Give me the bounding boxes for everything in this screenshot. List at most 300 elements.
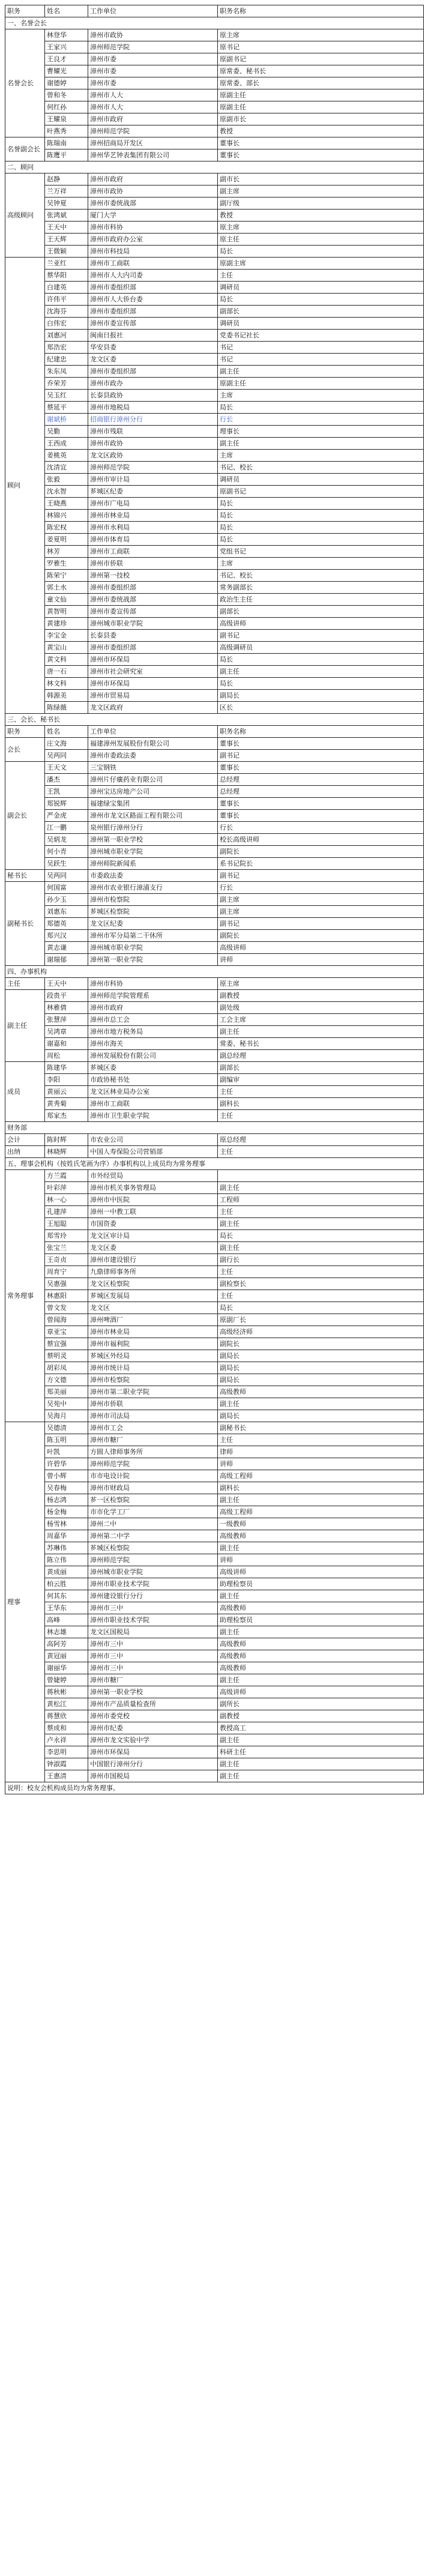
name-cell: 苏琳伟 [45, 1542, 88, 1554]
title-cell: 主任 [218, 1086, 424, 1098]
table-row [5, 1038, 424, 1050]
table-row [5, 822, 424, 834]
name-cell: 郑浩宏 [45, 342, 88, 354]
title-cell: 副主任 [218, 1770, 424, 1782]
unit-cell: 福建漳州发展股份有限公司 [88, 738, 218, 750]
unit-cell: 漳州市三中 [88, 1650, 218, 1662]
unit-cell: 漳州市产品质量检查所 [88, 1698, 218, 1710]
title-cell: 总经理 [218, 786, 424, 798]
table-row [5, 1626, 424, 1638]
table-row [5, 1338, 424, 1350]
unit-cell: 漳州市政协 [88, 186, 218, 198]
table-row [5, 1590, 424, 1602]
title-cell: 高级教师 [218, 1530, 424, 1542]
name-cell: 潘杰 [45, 774, 88, 786]
title-cell: 原主席 [218, 978, 424, 990]
unit-cell: 漳州市地方税务局 [88, 1026, 218, 1038]
name-cell: 王天辉 [45, 234, 88, 246]
table-row [5, 53, 424, 65]
name-cell: 李阳 [45, 1074, 88, 1086]
name-cell: 王天中 [45, 222, 88, 234]
title-cell: 主任 [218, 1146, 424, 1158]
unit-cell: 漳州师范学院 [88, 1554, 218, 1566]
unit-cell: 漳州市三中 [88, 1638, 218, 1650]
title-cell: 主任 [218, 1434, 424, 1446]
name-cell: 吴炳龙 [45, 834, 88, 846]
table-row [5, 426, 424, 438]
title-cell: 副行长 [218, 1254, 424, 1266]
unit-cell: 漳州市三中 [88, 1662, 218, 1674]
title-cell: 律师 [218, 1446, 424, 1458]
title-cell: 局长 [218, 498, 424, 510]
table-row [5, 1494, 424, 1506]
table-row [5, 366, 424, 378]
table-row [5, 918, 424, 930]
name-cell: 林惠阳 [45, 1290, 88, 1302]
title-cell: 董事长 [218, 149, 424, 161]
unit-cell: 漳州城市职业学院 [88, 618, 218, 630]
table-row [5, 1002, 424, 1014]
name-cell: 郑锐辉 [45, 798, 88, 810]
unit-cell: 漳州市社会研究室 [88, 666, 218, 678]
table-row [5, 1686, 424, 1698]
unit-cell: 漳州市龙文实验中学 [88, 1734, 218, 1746]
table-row [5, 1554, 424, 1566]
unit-cell: 漳州第一职业学校 [88, 834, 218, 846]
unit-cell: 漳州市工商联 [88, 546, 218, 558]
unit-cell: 长泰县政协 [88, 390, 218, 402]
title-cell: 副主任 [218, 1542, 424, 1554]
title-cell: 讲师 [218, 954, 424, 966]
title-cell: 副市长 [218, 173, 424, 186]
name-cell: 李思明 [45, 1746, 88, 1758]
table-row [5, 1110, 424, 1122]
title-cell: 书记 [218, 354, 424, 366]
table-row [5, 1182, 424, 1194]
unit-cell: 漳州市财政局 [88, 1482, 218, 1494]
unit-cell: 漳州师范学院 [88, 462, 218, 474]
name-cell: 庄文海 [45, 738, 88, 750]
title-cell: 区长 [218, 702, 424, 714]
table-row [5, 1446, 424, 1458]
unit-cell: 漳州发展股份有限公司 [88, 1050, 218, 1062]
unit-cell: 漳州市检察院 [88, 1374, 218, 1386]
name-cell: 张宝兰 [45, 1242, 88, 1254]
title-cell: 副厅级 [218, 198, 424, 210]
name-cell: 何小青 [45, 846, 88, 858]
table-row [5, 882, 424, 894]
table-row [5, 858, 424, 870]
table-row [5, 378, 424, 390]
table-row [5, 1098, 424, 1110]
title-cell: 调研员 [218, 282, 424, 294]
unit-cell: 漳州市建设银行 [88, 1254, 218, 1266]
name-cell: 林锦兴 [45, 510, 88, 522]
table-row [5, 390, 424, 402]
name-cell: 郑雪玲 [45, 1230, 88, 1242]
table-row [5, 149, 424, 161]
name-cell: 郑德英 [45, 918, 88, 930]
title-cell: 教授 [218, 125, 424, 137]
role-cell: 副秘书长 [5, 882, 45, 966]
unit-cell: 漳州市残联 [88, 426, 218, 438]
unit-cell: 华安县委 [88, 342, 218, 354]
name-cell: 吴海月 [45, 1410, 88, 1422]
title-cell: 原常委、秘书长 [218, 65, 424, 77]
section-title: 三、会长、秘书长 [5, 714, 424, 726]
table-row [5, 702, 424, 714]
title-cell: 高级讲师 [218, 618, 424, 630]
name-cell: 林文科 [45, 678, 88, 690]
title-cell: 常务副部长 [218, 582, 424, 594]
name-cell: 柏云胜 [45, 1578, 88, 1590]
name-cell: 王天中 [45, 978, 88, 990]
table-row [5, 570, 424, 582]
name-cell: 许碧华 [45, 1458, 88, 1470]
unit-cell: 中国银行漳州分行 [88, 1758, 218, 1770]
title-cell: 副主席 [218, 906, 424, 918]
table-row [5, 498, 424, 510]
unit-cell: 漳州啤酒厂 [88, 1314, 218, 1326]
title-cell: 局长 [218, 1230, 424, 1242]
title-cell: 高级教师 [218, 1386, 424, 1398]
roster-table [5, 5, 424, 1794]
title-cell: 副主任 [218, 1218, 424, 1230]
title-cell: 局长 [218, 534, 424, 546]
title-cell: 副教授 [218, 990, 424, 1002]
table-row [5, 1770, 424, 1782]
table-row [5, 1650, 424, 1662]
name-cell: 林芳 [45, 546, 88, 558]
role-cell: 高级顾问 [5, 173, 45, 258]
unit-cell: 漳州市科协 [88, 978, 218, 990]
table-row [5, 1086, 424, 1098]
name-cell: 黄智明 [45, 606, 88, 618]
role-cell: 常务理事 [5, 1170, 45, 1422]
title-cell: 校长高级讲师 [218, 834, 424, 846]
name-cell: 姜夏明 [45, 534, 88, 546]
table-row [5, 1698, 424, 1710]
subheader-unit: 工作单位 [88, 726, 218, 738]
name-cell: 孙少玉 [45, 894, 88, 906]
title-cell: 原副书记 [218, 486, 424, 498]
name-cell: 张鸿斌 [45, 210, 88, 222]
table-row [5, 678, 424, 690]
table-row [5, 1146, 424, 1158]
role-cell: 名誉会长 [5, 29, 45, 137]
title-cell: 教授高工 [218, 1722, 424, 1734]
name-cell: 沈海芬 [45, 306, 88, 318]
title-cell: 原常委、部长 [218, 77, 424, 89]
table-row [5, 1170, 424, 1182]
unit-cell: 漳州市林业局 [88, 510, 218, 522]
unit-cell: 漳州二中 [88, 1518, 218, 1530]
section-row [5, 1122, 424, 1134]
unit-cell: 漳州市职业技术学院 [88, 1578, 218, 1590]
name-cell: 许伟平 [45, 294, 88, 306]
name-cell: 童文仙 [45, 594, 88, 606]
table-row [5, 1578, 424, 1590]
name-cell: 吴钟夏 [45, 198, 88, 210]
unit-cell: 漳州第一技校 [88, 570, 218, 582]
unit-cell: 漳州市机关事务管理局 [88, 1182, 218, 1194]
table-row [5, 954, 424, 966]
name-cell: 孔建萍 [45, 1206, 88, 1218]
table-row [5, 774, 424, 786]
title-cell: 高级讲师 [218, 1566, 424, 1578]
title-cell: 副书记 [218, 630, 424, 642]
subheader-title: 职务名称 [218, 726, 424, 738]
unit-cell: 漳州宝达房地产公司 [88, 786, 218, 798]
unit-cell: 漳州市军分局第二干休所 [88, 930, 218, 942]
name-cell: 黄秀菊 [45, 1098, 88, 1110]
title-cell: 调研员 [218, 318, 424, 330]
table-row [5, 1506, 424, 1518]
unit-cell: 闽南日报社 [88, 330, 218, 342]
title-cell: 高级讲师 [218, 1686, 424, 1698]
name-cell: 沈永智 [45, 486, 88, 498]
title-cell: 副院长 [218, 1338, 424, 1350]
table-row [5, 1374, 424, 1386]
unit-cell: 漳州市政府 [88, 173, 218, 186]
role-cell: 出纳 [5, 1146, 45, 1158]
name-cell: 蒋秋彬 [45, 1686, 88, 1698]
title-cell: 高级教师 [218, 1650, 424, 1662]
name-cell: 王微颖 [45, 246, 88, 258]
table-row [5, 137, 424, 149]
unit-cell: 漳州市审计局 [88, 474, 218, 486]
name-cell: 谢嘉和 [45, 1038, 88, 1050]
unit-cell: 漳州市委组织部 [88, 282, 218, 294]
header-unit: 工作单位 [88, 5, 218, 17]
unit-cell: 漳州市环保局 [88, 678, 218, 690]
title-cell: 主任 [218, 1110, 424, 1122]
subheader-row [5, 726, 424, 738]
unit-cell: 漳州市卫生职业学院 [88, 1110, 218, 1122]
table-row [5, 1278, 424, 1290]
subheader-role: 职务 [5, 726, 45, 738]
table-row [5, 462, 424, 474]
table-row [5, 1134, 424, 1146]
name-cell: 方兰霞 [45, 1170, 88, 1182]
title-cell: 副所长 [218, 1698, 424, 1710]
title-cell: 教授 [218, 210, 424, 222]
unit-cell: 漳州一中教工联 [88, 1206, 218, 1218]
name-cell: 吴鸿章 [45, 1026, 88, 1038]
unit-cell: 漳州市委统战部 [88, 198, 218, 210]
unit-cell: 漳州市委组织部 [88, 366, 218, 378]
unit-cell: 芗城区发展局 [88, 1290, 218, 1302]
unit-cell: 漳州市工商联 [88, 258, 218, 270]
table-row [5, 402, 424, 414]
title-cell: 副主任 [218, 1590, 424, 1602]
title-cell: 副局长 [218, 1362, 424, 1374]
name-cell: 黄冠丽 [45, 1650, 88, 1662]
section-title: 五、理事会机构（按姓氏笔画为序）办事机构以上成员均为常务理事 [5, 1158, 424, 1170]
table-row [5, 234, 424, 246]
title-cell: 原主席 [218, 29, 424, 41]
title-cell: 副院长 [218, 846, 424, 858]
table-row [5, 1602, 424, 1614]
title-cell: 局长 [218, 522, 424, 534]
name-cell: 吴惠强 [45, 1278, 88, 1290]
name-cell: 周嘉华 [45, 1530, 88, 1542]
table-row [5, 1242, 424, 1254]
table-row [5, 486, 424, 498]
unit-cell: 漳州市龙文区路面工程有限公司 [88, 810, 218, 822]
unit-cell: 漳州市人大侨台委 [88, 294, 218, 306]
table-row [5, 342, 424, 354]
table-row [5, 41, 424, 53]
name-cell: 谢斌桥 [45, 414, 88, 426]
name-cell: 黄建珍 [45, 618, 88, 630]
name-cell: 曾小辉 [45, 1470, 88, 1482]
unit-cell: 芗一区检察院 [88, 1494, 218, 1506]
unit-cell: 漳州城市职业学院 [88, 1566, 218, 1578]
table-row [5, 558, 424, 570]
title-cell: 副主任 [218, 1626, 424, 1638]
table-row [5, 354, 424, 366]
table-row [5, 630, 424, 642]
title-cell: 副主任 [218, 438, 424, 450]
name-cell: 林登华 [45, 29, 88, 41]
table-row [5, 906, 424, 918]
unit-cell: 龙文区 [88, 1302, 218, 1314]
title-cell: 董事长 [218, 810, 424, 822]
name-cell: 王晓燕 [45, 498, 88, 510]
name-cell: 叶凯 [45, 1446, 88, 1458]
title-cell: 原副市长 [218, 113, 424, 125]
unit-cell: 漳州市政协 [88, 438, 218, 450]
unit-cell: 芗城区检察院 [88, 906, 218, 918]
name-cell: 何红孙 [45, 101, 88, 113]
unit-cell: 漳州市水利局 [88, 522, 218, 534]
table-row [5, 1302, 424, 1314]
table-row [5, 1734, 424, 1746]
name-cell: 郑兴汉 [45, 930, 88, 942]
title-cell: 副主席 [218, 894, 424, 906]
unit-cell: 中国人寿保险公司营销部 [88, 1146, 218, 1158]
unit-cell: 漳州师范学院 [88, 41, 218, 53]
table-row [5, 330, 424, 342]
unit-cell: 漳州市委 [88, 53, 218, 65]
name-cell: 周育宁 [45, 1266, 88, 1278]
unit-cell: 漳州城市职业学院 [88, 846, 218, 858]
title-cell: 主任 [218, 270, 424, 282]
title-cell: 副主任 [218, 1758, 424, 1770]
table-row [5, 101, 424, 113]
name-cell: 蔡明灵 [45, 1350, 88, 1362]
name-cell: 张毅 [45, 474, 88, 486]
table-row [5, 414, 424, 426]
name-cell: 罗雅生 [45, 558, 88, 570]
unit-cell: 漳州市国税局 [88, 1770, 218, 1782]
unit-cell: 漳州市职业技术学院 [88, 1614, 218, 1626]
title-cell: 主席 [218, 558, 424, 570]
name-cell: 吴两同 [45, 750, 88, 762]
table-row [5, 113, 424, 125]
name-cell: 王奇贞 [45, 1254, 88, 1266]
title-cell: 高级经济师 [218, 1326, 424, 1338]
table-row [5, 810, 424, 822]
title-cell: 高级教师 [218, 1602, 424, 1614]
unit-cell: 龙文区政协 [88, 450, 218, 462]
name-cell: 林雅倩 [45, 1002, 88, 1014]
unit-cell: 漳州市人大内司委 [88, 270, 218, 282]
role-cell: 秘书长 [5, 870, 45, 882]
name-cell: 吴两同 [45, 870, 88, 882]
unit-cell: 市政协秘书处 [88, 1074, 218, 1086]
title-cell: 系书记院长 [218, 858, 424, 870]
title-cell: 一级教师 [218, 1518, 424, 1530]
table-row [5, 546, 424, 558]
name-cell: 韩源美 [45, 690, 88, 702]
unit-cell: 漳州市林业局 [88, 1326, 218, 1338]
name-cell: 吴勤 [45, 426, 88, 438]
section-title: 一、名誉会长 [5, 17, 424, 29]
title-cell: 助理检察员 [218, 1614, 424, 1626]
table-row [5, 870, 424, 882]
name-cell: 陈荣宁 [45, 570, 88, 582]
name-cell: 吴春梅 [45, 1482, 88, 1494]
table-row [5, 594, 424, 606]
section-row [5, 714, 424, 726]
table-row [5, 1710, 424, 1722]
title-cell: 主席 [218, 390, 424, 402]
title-cell: 工程师 [218, 1194, 424, 1206]
title-cell: 局长 [218, 402, 424, 414]
title-cell: 书记、校长 [218, 462, 424, 474]
table-row [5, 930, 424, 942]
unit-cell: 漳州市纪委 [88, 1722, 218, 1734]
unit-cell: 漳州市总工会 [88, 1014, 218, 1026]
unit-cell: 漳州市委组织部 [88, 306, 218, 318]
name-cell: 严金虎 [45, 810, 88, 822]
title-cell: 局长 [218, 654, 424, 666]
title-cell: 副局长 [218, 690, 424, 702]
title-cell: 原主席 [218, 222, 424, 234]
table-row [5, 1014, 424, 1026]
table-row [5, 798, 424, 810]
title-cell: 董事长 [218, 137, 424, 149]
table-row [5, 1062, 424, 1074]
role-cell: 成员 [5, 1062, 45, 1122]
table-row [5, 1518, 424, 1530]
title-cell: 副院长 [218, 930, 424, 942]
table-row [5, 1422, 424, 1434]
name-cell: 叶燕秀 [45, 125, 88, 137]
table-row [5, 666, 424, 678]
table-row [5, 942, 424, 954]
unit-cell: 龙文区检察院 [88, 1278, 218, 1290]
name-cell: 章亚宝 [45, 1326, 88, 1338]
title-cell: 原副主任 [218, 378, 424, 390]
table-row [5, 1314, 424, 1326]
title-cell: 局长 [218, 1302, 424, 1314]
title-cell: 副局长 [218, 1350, 424, 1362]
table-row [5, 894, 424, 906]
unit-cell: 龙文区委 [88, 354, 218, 366]
name-cell: 曾婕婷 [45, 1674, 88, 1686]
unit-cell: 漳州市农业银行漳浦支行 [88, 882, 218, 894]
table-row [5, 690, 424, 702]
table-row [5, 77, 424, 89]
name-cell: 刘惠河 [45, 330, 88, 342]
unit-cell: 漳州招商局开发区 [88, 137, 218, 149]
unit-cell: 龙文区审计局 [88, 1230, 218, 1242]
name-cell: 姜桃英 [45, 450, 88, 462]
unit-cell: 漳州城市职业学院 [88, 942, 218, 954]
